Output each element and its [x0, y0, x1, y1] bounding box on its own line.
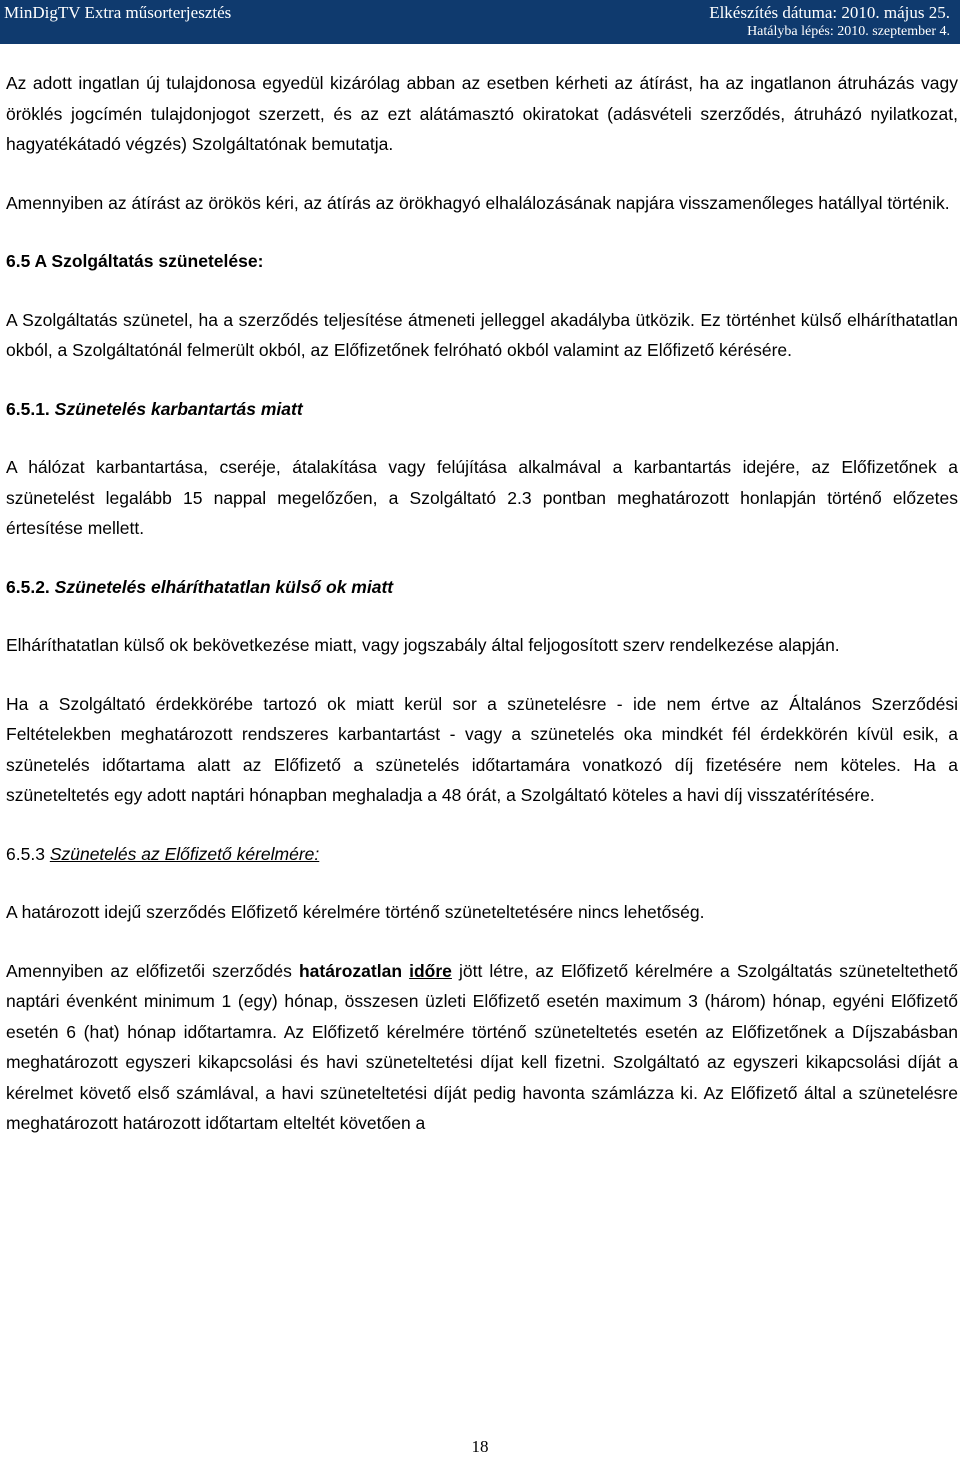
paragraph-fee-exemption: Ha a Szolgáltató érdekkörébe tartozó ok miatt kerül sor a szünetelésre - ide nem értve az Általános Szerződési Feltételekben meghatározott rendszeres karbantartást - vagy a szünetelés oka mindkét fél érdekkörén kívül esik, a szünetelés időtartama alatt az Előfizető a szünetelés időtartamára vonatkozó díj fizetésére nem köteles. Ha a szüneteltetés egy adott naptári hónapban meghaladja a 48 órát, a Szolgáltató köteles a havi díj visszatérítésére.	[6, 693, 958, 805]
paragraph-maintenance: A hálózat karbantartása, cseréje, átalakítása vagy felújítása alkalmával a karbantartás idejére, az Előfizetőnek a szünetelést legalább 15 nappal megelőzően, a Szolgáltató 2.3 pontban meghatározott honlapján történő előzetes értesítése mellett.	[6, 457, 958, 538]
section-heading-6-5-1	[6, 394, 958, 425]
section-heading-6-5: 6.5 A Szolgáltatás szünetelése:	[6, 251, 264, 271]
paragraph-fixed-term: A határozott idejű szerződés Előfizető kérelmére történő szüneteltetésére nincs lehetőség.	[6, 902, 705, 922]
header-dates	[709, 3, 950, 40]
section-number: 6.5.3	[6, 843, 45, 864]
header-effective-date: Hatályba lépés: 2010. szeptember 4.	[747, 24, 950, 39]
paragraph-indefinite-term	[6, 956, 958, 1139]
section-title: Szünetelés karbantartás miatt	[54, 398, 303, 419]
header-created-date: Elkészítés dátuma: 2010. május 25.	[709, 3, 950, 22]
text-segment: jött létre, az Előfizető kérelmére a Szolgáltatás szüneteltethető naptári évenként minimum 1 (egy) hónap, összesen üzleti Előfizető esetén maximum 3 (három) hónap, egyéni Előfizető esetén 6 (hat) hónap időtartamra. Az Előfizető kérelmére történő szüneteltetés esetén az Előfizetőnek a Díjszabásban meghatározott egyszeri kikapcsolási és havi szüneteltetési díjat kell fizetni. Szolgáltató az egyszeri kikapcsolási díját a kérelmet követő első számlával, a havi szüneteltetési díját pedig havonta számlázza ki. Az Előfizető által a szünetelésre meghatározott határozott időtartam elteltét követően a	[6, 960, 958, 1133]
paragraph-heir-transfer: Amennyiben az átírást az örökös kéri, az átírás az örökhagyó elhalálozásának napjára visszamenőleges hatállyal történik.	[6, 192, 950, 213]
paragraph-suspension-definition: A Szolgáltatás szünetel, ha a szerződés teljesítése átmeneti jelleggel akadályba ütközik. Ez történhet külső elháríthatatlan okból, a Szolgáltatónál felmerült okból, az Előfizetőnek felróható okból valamint az Előfizető kérésére.	[6, 309, 958, 360]
section-title: Szünetelés az Előfizető kérelmére:	[49, 843, 320, 864]
section-title: Szünetelés elháríthatatlan külső ok miatt	[54, 576, 394, 597]
emphasis-indefinite-term: határozatlan időre	[298, 960, 452, 981]
page-number: 18	[471, 1437, 489, 1456]
section-number: 6.5.1.	[6, 398, 50, 419]
paragraph-force-majeure: Elháríthatatlan külső ok bekövetkezése miatt, vagy jogszabály által feljogosított szerv rendelkezése alapján.	[6, 635, 840, 655]
text-segment: Amennyiben az előfizetői szerződés	[6, 960, 299, 981]
header-title: MinDigTV Extra műsorterjesztés	[4, 3, 232, 22]
section-heading-6-5-2	[6, 572, 958, 603]
document-header	[0, 0, 960, 44]
paragraph-ownership-transfer: Az adott ingatlan új tulajdonosa egyedül kizárólag abban az esetben kérheti az átírást, ha az ingatlanon átruházás vagy öröklés jogcímén tulajdonjogot szerzett, és az ezt alátámasztó okiratokat (adásvételi szerződés, átruházó nyilatkozat, hagyatékátadó végzés) Szolgáltatónak bemutatja.	[6, 73, 958, 154]
section-heading-6-5-3	[6, 839, 958, 870]
emphasis-underlined-word: időre	[409, 960, 452, 981]
document-body	[6, 68, 958, 1139]
section-number: 6.5.2.	[6, 576, 50, 597]
